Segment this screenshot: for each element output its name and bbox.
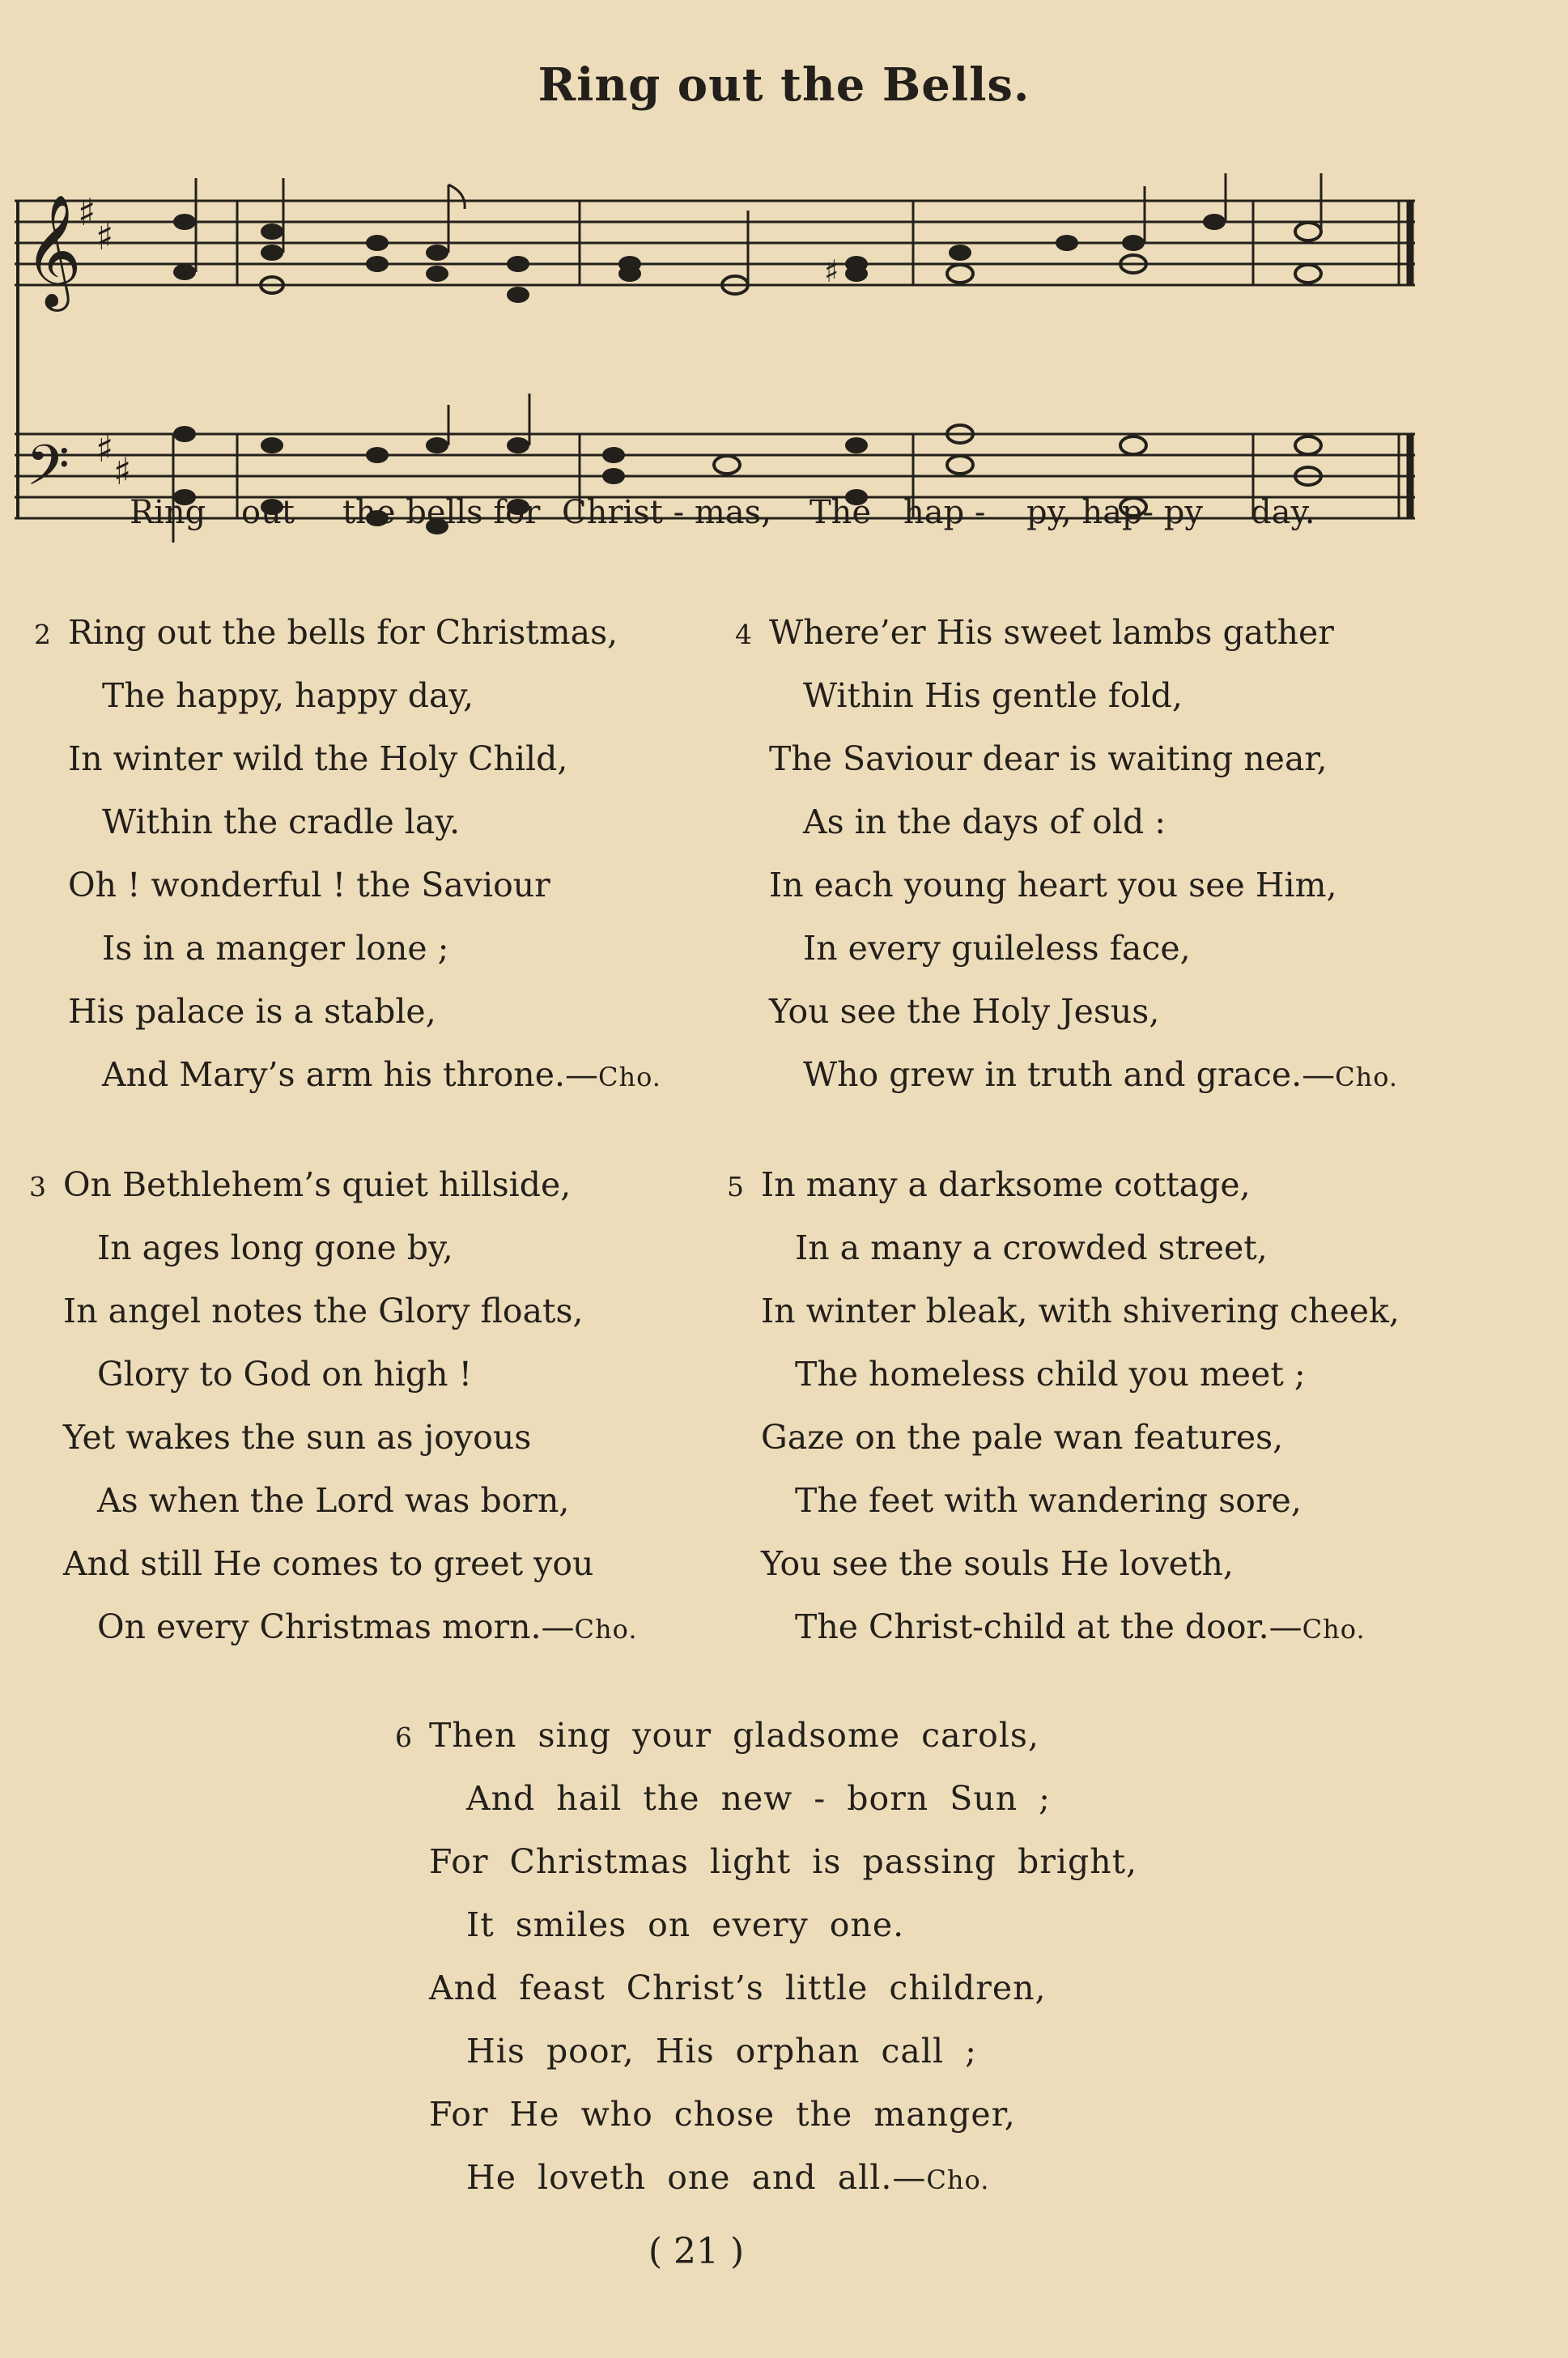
verse-number: 5 [727,1171,744,1202]
verse-line: Within the cradle lay. [102,802,461,841]
verse-number: 6 [395,1722,413,1753]
chorus-marker: Cho. [1335,1062,1399,1092]
verse-line: Is in a manger lone ; [102,929,449,968]
lyric-syllable: The [809,494,872,531]
verse-line: Ring out the bells for Christmas, [68,613,618,652]
verse-line: His palace is a stable, [68,992,436,1031]
verse-line: The Christ-child at the door.— [795,1607,1302,1646]
lyric-syllable: day. [1251,494,1315,531]
verse-line: On every Christmas morn.— [97,1607,575,1646]
treble-clef-icon: 𝄞 [24,194,82,307]
verse-line: Glory to God on high ! [97,1355,473,1394]
verse-line: In each young heart you see Him, [769,866,1337,904]
lyric-syllable: Ring [130,494,206,531]
verse-line: In a many a crowded street, [795,1228,1268,1267]
verse-line: The Saviour dear is waiting near, [769,739,1328,778]
sharp-icon: ♯ [113,449,132,493]
verse-line: In angel notes the Glory floats, [63,1292,584,1330]
verse-line: As when the Lord was born, [97,1481,570,1520]
verse-line: For He who chose the manger, [429,2095,1016,2134]
lyric-syllable: hap - [903,494,986,531]
verse-line: And feast Christ’s little children, [429,1969,1047,2007]
chorus-marker: Cho. [574,1614,638,1645]
verse-line: In ages long gone by, [97,1228,453,1267]
treble-staff [15,201,1415,285]
verse-line: The happy, happy day, [102,676,474,715]
verse-line: He loveth one and all.— [466,2158,927,2197]
verse-4 [735,601,1398,1106]
sharp-icon: ♯ [96,427,114,470]
hymn-title: Ring out the Bells. [538,58,1030,112]
verse-3 [29,1153,638,1658]
verse-number: 3 [29,1171,46,1202]
verse-line: The homeless child you meet ; [795,1355,1306,1394]
verse-line: And still He comes to greet you [63,1544,594,1583]
svg-text:♯: ♯ [824,253,839,289]
verse-line: You see the souls He loveth, [761,1544,1234,1583]
lyric-syllable: the bells for [342,494,541,531]
music-score [15,162,1423,543]
verse-number: 4 [735,619,752,650]
score-staves [15,162,1423,543]
verse-2 [34,601,661,1106]
verse-line: In many a darksome cottage, [761,1165,1251,1204]
verse-line: Then sing your gladsome carols, [429,1716,1039,1755]
verse-line: The feet with wandering sore, [795,1481,1302,1520]
verse-line: As in the days of old : [803,802,1166,841]
lyric-syllable: Christ - mas, [562,494,771,531]
verse-line: In winter wild the Holy Child, [68,739,568,778]
sharp-icon: ♯ [78,190,96,234]
barlines [237,201,1399,518]
verse-line: For Christmas light is passing bright, [429,1842,1138,1881]
bass-clef-icon: 𝄢 [26,432,70,512]
verse-line: His poor, His orphan call ; [466,2032,977,2071]
sharp-icon: ♯ [96,215,114,258]
verse-line: Where’er His sweet lambs gather [769,613,1334,652]
verse-number: 2 [34,619,51,650]
chorus-marker: Cho. [926,2164,990,2195]
verse-line: On Bethlehem’s quiet hillside, [63,1165,572,1204]
verse-line: And Mary’s arm his throne.— [102,1055,598,1094]
verse-line: And hail the new - born Sun ; [466,1779,1051,1818]
verse-6 [395,1704,1137,2209]
lyric-syllable: out [241,494,295,531]
verse-line: Yet wakes the sun as joyous [63,1418,532,1457]
verse-line: In winter bleak, with shivering cheek, [761,1292,1400,1330]
verse-line: You see the Holy Jesus, [769,992,1160,1031]
verse-5 [727,1153,1400,1658]
treble-notes [173,173,1321,303]
score-lyrics [15,494,1423,543]
verse-line: Oh ! wonderful ! the Saviour [68,866,550,904]
verse-line: Who grew in truth and grace.— [803,1055,1336,1094]
page-number: ( 21 ) [648,2231,745,2272]
chorus-marker: Cho. [1302,1614,1366,1645]
verse-line: Within His gentle fold, [803,676,1183,715]
chorus-marker: Cho. [598,1062,661,1092]
verse-line: In every guileless face, [803,929,1191,968]
verse-line: It smiles on every one. [466,1905,905,1944]
lyric-syllable: py, hap- py [1026,494,1203,531]
verse-line: Gaze on the pale wan features, [761,1418,1284,1457]
